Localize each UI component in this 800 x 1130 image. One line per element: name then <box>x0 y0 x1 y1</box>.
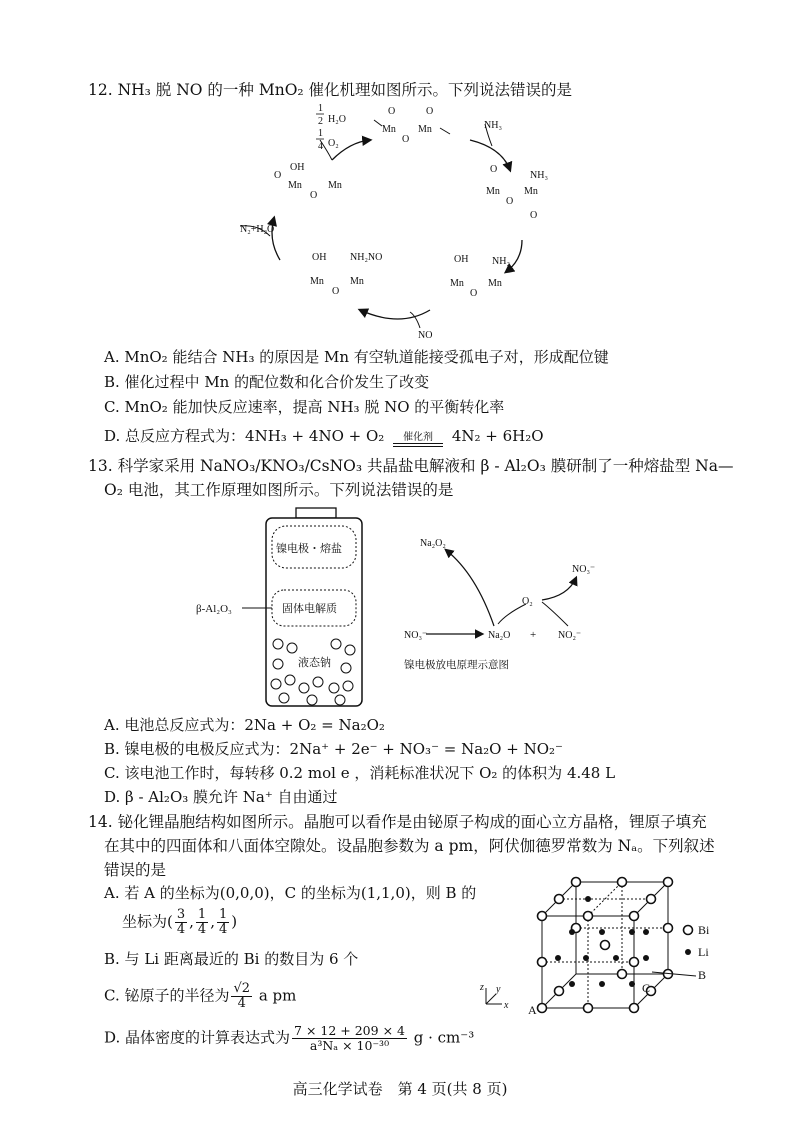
solid-label: 固体电解质 <box>282 603 337 615</box>
q13-option-c: C. 该电池工作时，每转移 0.2 mol e ，消耗标准状况下 O₂ 的体积为 4.48 L <box>104 764 616 782</box>
quarter-den: 4 <box>318 141 323 152</box>
complex-right-top <box>486 164 548 221</box>
q14-option-a-line1: A. 若 A 的坐标为(0,0,0)，C 的坐标为(1,1,0)，则 B 的 <box>104 884 477 902</box>
svg-text:Mn: Mn <box>310 276 324 287</box>
q13-option-d: D. β - Al₂O₃ 膜允许 Na⁺ 自由通过 <box>104 788 338 806</box>
svg-text:Mn: Mn <box>450 278 464 289</box>
q14-stem-line1: 14. 铋化锂晶胞结构如图所示。晶胞可以看作是由铋原子构成的面心立方晶格，锂原子填充 <box>88 813 707 831</box>
legend-li-marker <box>685 949 691 955</box>
half-den: 2 <box>318 116 323 127</box>
svg-text:Mn: Mn <box>350 276 364 287</box>
q12-option-a: A. MnO₂ 能结合 NH₃ 的原因是 Mn 有空轨道能接受孤电子对，形成配位键 <box>104 348 609 366</box>
svg-text:O: O <box>332 286 340 297</box>
discharge-caption: 镍电极放电原理示意图 <box>404 660 509 671</box>
liquid-label: 液态钠 <box>298 657 331 669</box>
q14-crystal-cell-diagram <box>476 872 736 1032</box>
label-a: A <box>528 1003 537 1017</box>
nh3-reagent-label: NH₃ <box>484 120 502 131</box>
beta-label: β-Al₂O₃ <box>196 603 232 615</box>
half-num: 1 <box>318 103 323 114</box>
no3-left-label: NO₃⁻ <box>404 630 428 641</box>
svg-text:O: O <box>530 210 538 221</box>
complex-left-bottom <box>310 252 382 297</box>
n2-h2o-label: N₂+H₂O <box>240 224 275 235</box>
q14-stem-line3: 错误的是 <box>104 861 167 879</box>
axis-x: x <box>504 1000 509 1011</box>
battery-terminal <box>296 508 336 518</box>
svg-text:Mn: Mn <box>288 180 302 191</box>
svg-text:NH₂NO: NH₂NO <box>350 252 383 263</box>
no3-top-label: NO₃⁻ <box>572 564 596 575</box>
o2-label: O₂ <box>522 596 533 607</box>
quarter-num: 1 <box>318 128 323 139</box>
svg-text:O: O <box>402 134 410 145</box>
q12-option-d: D. 总反应方程式为：4NH₃ + 4NO + O₂ 催化剂 4N₂ + 6H₂O <box>104 427 544 445</box>
q13-stem-line1: 13. 科学家采用 NaNO₃/KNO₃/CsNO₃ 共晶盐电解液和 β - Al₂O₃ 膜研制了一种熔盐型 Na— <box>88 457 734 475</box>
svg-text:O: O <box>470 288 478 299</box>
complex-right-bottom <box>450 254 510 299</box>
na2o-label: Na₂O <box>488 630 511 641</box>
label-c: C <box>642 981 651 995</box>
legend-li: Li <box>698 945 709 959</box>
q13-option-a: A. 电池总反应式为：2Na + O₂ = Na₂O₂ <box>104 716 385 734</box>
legend-bi-marker <box>684 926 693 935</box>
legend-bi: Bi <box>698 923 710 937</box>
q14-stem-line2: 在其中的四面体和八面体空隙处。设晶胞参数为 a pm，阿伏伽德罗常数为 Nₐ。下列叙述 <box>104 837 715 855</box>
q14-option-b: B. 与 Li 距离最近的 Bi 的数目为 6 个 <box>104 950 359 968</box>
svg-text:O: O <box>506 196 514 207</box>
h2o-label: H₂O <box>328 114 346 125</box>
q12-catalytic-cycle-diagram <box>240 100 570 340</box>
q14-option-a-line2: 坐标为( $\frac{3}{4}$ , $\frac{1}{4}$ , $\frac{1}{4}$ ) <box>122 907 238 937</box>
svg-text:Mn: Mn <box>328 180 342 191</box>
nickel-label: 镍电极・熔盐 <box>276 543 342 555</box>
o2-label: O₂ <box>328 138 339 149</box>
q12-stem: 12. NH₃ 脱 NO 的一种 MnO₂ 催化机理如图所示。下列说法错误的是 <box>88 81 573 99</box>
label-b: B <box>698 968 707 982</box>
svg-text:O: O <box>388 106 396 117</box>
q12-option-c: C. MnO₂ 能加快反应速率，提高 NH₃ 脱 NO 的平衡转化率 <box>104 398 505 416</box>
svg-text:OH: OH <box>290 162 305 173</box>
q12-option-b: B. 催化过程中 Mn 的配位数和化合价发生了改变 <box>104 373 430 391</box>
na2o2-label: Na₂O₂ <box>420 538 446 549</box>
catalyst-label: 催化剂 <box>403 432 434 443</box>
q13-option-b: B. 镍电极的电极反应式为：2Na⁺ + 2e⁻ + NO₃⁻ = Na₂O + NO₂⁻ <box>104 740 563 758</box>
axis-z: z <box>480 982 484 993</box>
no2-label: NO₂⁻ <box>558 630 582 641</box>
q14-option-c: C. 铋原子的半径为 $\frac{√2}{4}$ a pm <box>104 981 297 1011</box>
q14-option-d: D. 晶体密度的计算表达式为 $\frac{7 \times 12 + 209 \times 4}{\text{a³Nₐ × 10⁻³⁰}}$ g · cm⁻³ <box>104 1023 475 1053</box>
page-footer: 高三化学试卷 第 4 页(共 8 页) <box>292 1080 508 1098</box>
svg-text:O: O <box>426 106 434 117</box>
svg-text:Mn: Mn <box>488 278 502 289</box>
svg-text:Mn: Mn <box>524 186 538 197</box>
svg-text:O: O <box>490 164 498 175</box>
complex-left-top <box>274 162 342 201</box>
svg-text:OH: OH <box>312 252 327 263</box>
svg-text:Mn: Mn <box>486 186 500 197</box>
svg-text:NH₂: NH₂ <box>492 256 510 267</box>
q13-stem-line2: O₂ 电池，其工作原理如图所示。下列说法错误的是 <box>104 481 454 499</box>
svg-text:O: O <box>274 170 282 181</box>
svg-text:OH: OH <box>454 254 469 265</box>
complex-top <box>374 106 450 145</box>
svg-text:NH₃: NH₃ <box>530 170 548 181</box>
bi-atoms <box>538 878 673 1013</box>
svg-text:Mn: Mn <box>418 124 432 135</box>
plus-sign: + <box>530 629 537 641</box>
svg-text:O: O <box>310 190 318 201</box>
q13-battery-diagram <box>196 504 596 710</box>
no-reagent-label: NO <box>418 330 433 340</box>
axis-y: y <box>496 984 501 995</box>
svg-text:Mn: Mn <box>382 124 396 135</box>
cycle-arrow-bottom <box>360 310 430 319</box>
